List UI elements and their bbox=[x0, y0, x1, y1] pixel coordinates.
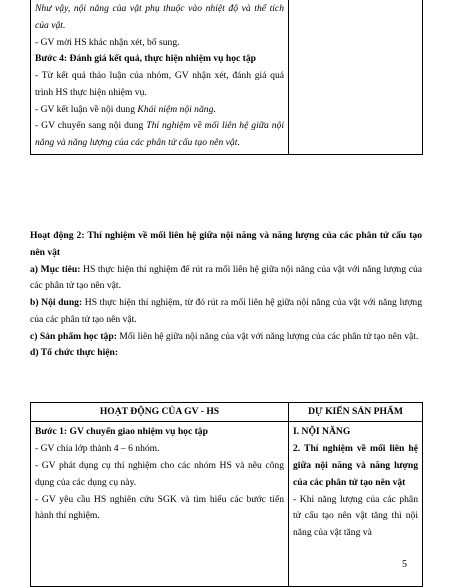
item-product bbox=[30, 329, 422, 346]
paragraph: - GV mời HS khác nhận xét, bổ sung. bbox=[35, 36, 180, 48]
text-span: . bbox=[237, 137, 240, 149]
paragraph bbox=[35, 118, 284, 152]
item-text: HS thực hiện thí nghiệm, từ đó rút ra mối liên hệ giữa nội năng của vật với năng lượng của các phân tử tạo nên vật. bbox=[30, 297, 422, 325]
item-text: Mối liên hệ giữa nội năng của vật với năng lượng của các phân tử tạo nên vật. bbox=[116, 330, 419, 342]
header-teacher-student: HOẠT ĐỘNG CỦA GV - HS bbox=[31, 403, 289, 422]
step-heading: Bước 4: Đánh giá kết quả, thực hiện nhiệm vụ học tập bbox=[35, 53, 256, 65]
item-text: HS thực hiện thí nghiệm để rút ra mối liên hệ giữa nội năng của vật với năng lượng của các phân tử tạo nên vật. bbox=[30, 263, 423, 292]
activity-left-cell bbox=[31, 422, 289, 587]
emphasis: Thí nghiệm về mối liên hệ giữa nội năng và năng lượng của các phân tử cấu tạo nên vật bbox=[35, 120, 284, 149]
page-number: 5 bbox=[402, 559, 407, 570]
paragraph: Như vậy, nội năng của vật phụ thuộc vào nhiệt độ và thể tích của vật. bbox=[35, 3, 284, 31]
item-label: a) Mục tiêu: bbox=[30, 263, 81, 275]
item-label: c) Sản phẩm học tập: bbox=[30, 330, 117, 342]
activity-table bbox=[30, 402, 423, 587]
continuation-right-cell bbox=[289, 0, 423, 155]
text-span: - GV kết luận về nội dung bbox=[35, 103, 138, 115]
paragraph: - Khi năng lượng của các phân tử cấu tạo nên vật tăng thì nội năng của vật tăng và bbox=[293, 493, 418, 539]
paragraph: - Từ kết quả thảo luận của nhóm, GV nhận xét, đánh giá quá trình HS thực hiện nhiệm vụ. bbox=[35, 70, 284, 98]
item-objective bbox=[30, 262, 422, 296]
item-label: d) Tổ chức thực hiện: bbox=[30, 347, 119, 359]
emphasis: Khái niệm nội năng bbox=[137, 103, 214, 115]
paragraph: - GV yêu cầu HS nghiên cứu SGK và tìm hiểu các bước tiến hành thí nghiệm. bbox=[35, 493, 284, 522]
item-content bbox=[30, 295, 422, 329]
subsection-heading: 2. Thí nghiệm về mối liên hệ giữa nội năng và năng lượng của các phân tử tạo nên vật bbox=[293, 443, 418, 488]
step-heading: Bước 1: GV chuyển giao nhiệm vụ học tập bbox=[35, 426, 208, 438]
activity-title: Hoạt động 2: Thí nghiệm về mối liên hệ giữa nội năng và năng lượng của các phân tử cấu tạo nên vật bbox=[30, 230, 422, 258]
text-span: . bbox=[213, 103, 216, 115]
paragraph: - GV chia lớp thành 4 – 6 nhóm. bbox=[35, 443, 160, 455]
continuation-left-cell bbox=[31, 0, 289, 155]
paragraph bbox=[35, 102, 284, 119]
section-heading: I. NỘI NĂNG bbox=[293, 426, 351, 438]
text-span: - GV chuyển sang nội dung bbox=[35, 120, 147, 132]
continuation-table bbox=[30, 0, 423, 155]
item-organization bbox=[30, 345, 422, 362]
paragraph: - GV phát dụng cụ thí nghiệm cho các nhóm HS và nêu công dụng của các dụng cụ này. bbox=[35, 459, 284, 488]
item-label: b) Nội dung: bbox=[30, 297, 83, 309]
header-expected-product: DỰ KIẾN SẢN PHẨM bbox=[289, 403, 423, 422]
activity-section bbox=[30, 228, 422, 362]
